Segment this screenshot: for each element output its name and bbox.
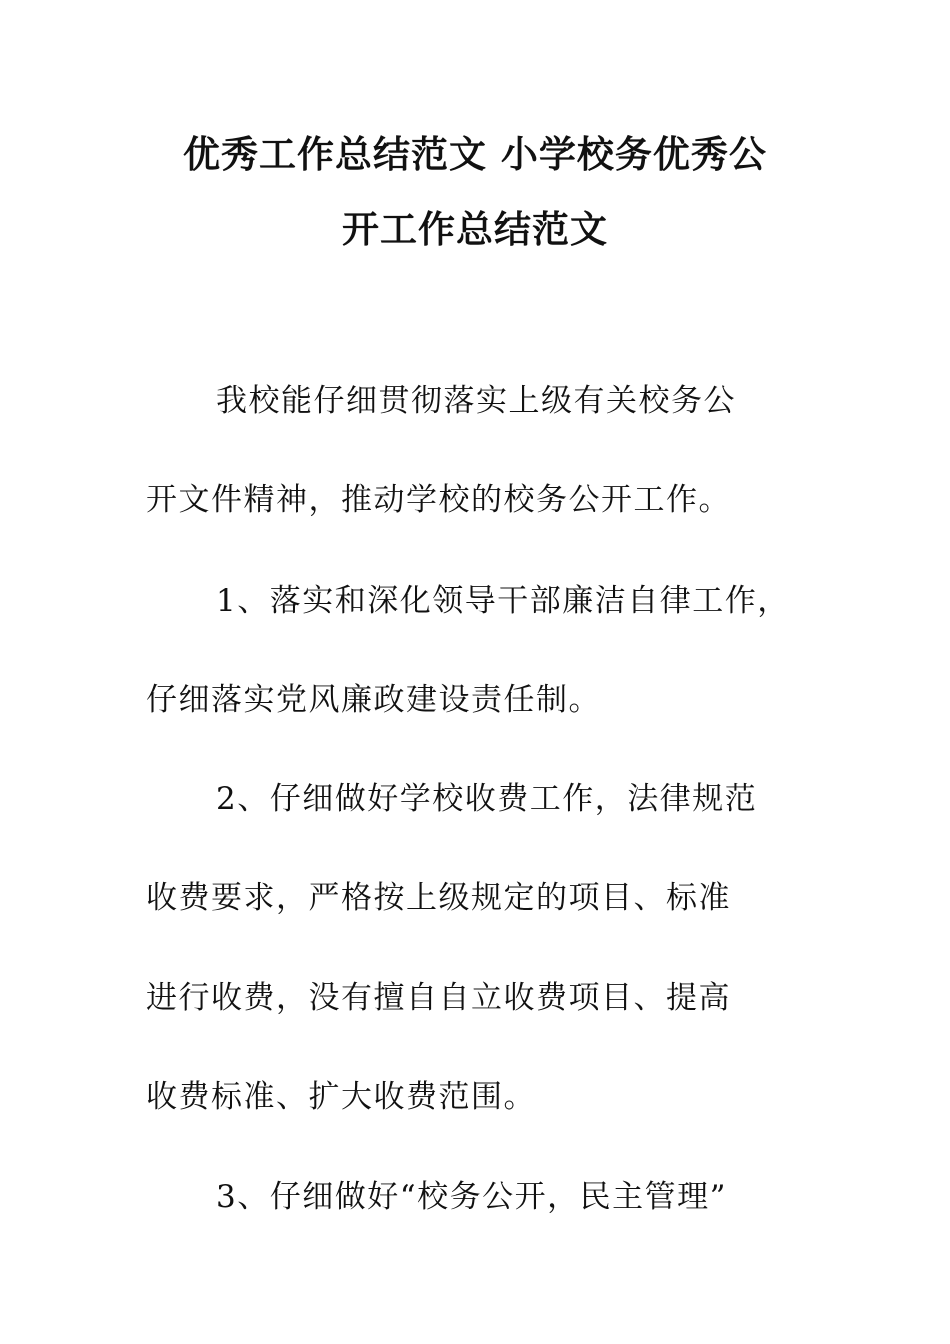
document-title-line-1: 优秀工作总结范文 小学校务优秀公: [183, 133, 767, 176]
paragraph-line: 仔细落实党风廉政建设责任制。: [146, 682, 601, 718]
paragraph-line: 我校能仔细贯彻落实上级有关校务公: [216, 383, 736, 419]
document-title-line-2: 开工作总结范文: [342, 208, 608, 251]
paragraph-line: 开文件精神，推动学校的校务公开工作。: [146, 482, 731, 518]
paragraph-line: 进行收费，没有擅自自立收费项目、提高: [146, 980, 731, 1016]
paragraph-line: 收费要求，严格按上级规定的项目、标准: [146, 880, 731, 916]
paragraph-line: 3、仔细做好“校务公开，民主管理”: [216, 1179, 727, 1215]
paragraph-line: 收费标准、扩大收费范围。: [146, 1079, 536, 1115]
paragraph-line: 1、落实和深化领导干部廉洁自律工作，: [216, 583, 790, 619]
paragraph-line: 2、仔细做好学校收费工作，法律规范: [216, 781, 758, 817]
